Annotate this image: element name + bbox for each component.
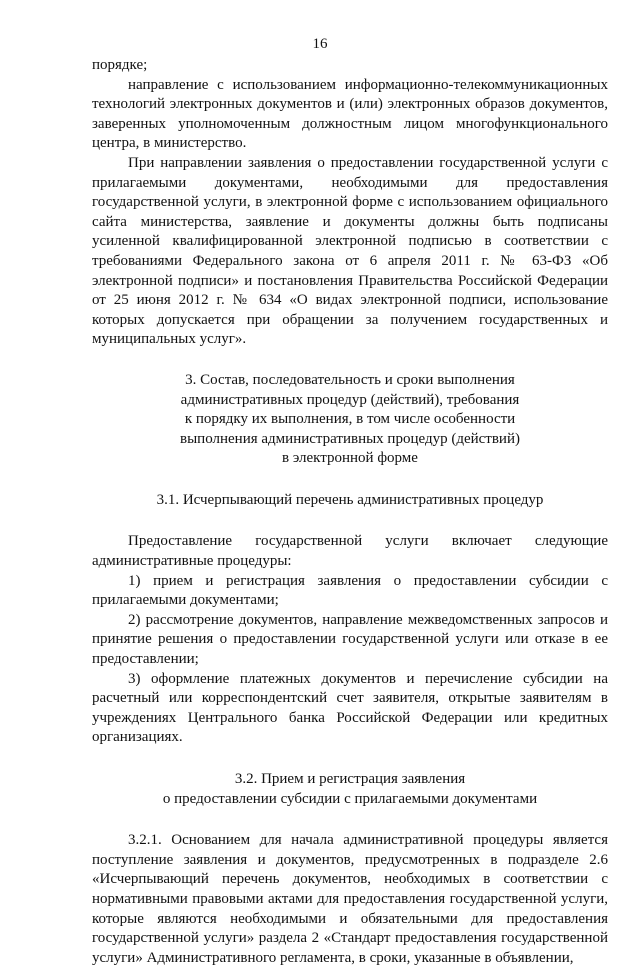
paragraph-continuation: порядке; xyxy=(92,57,148,73)
section-3-heading xyxy=(92,371,608,469)
section-3-heading-line: 3. Состав, последовательность и сроки выполнения xyxy=(185,371,515,388)
paragraph-electronic-signature: При направлении заявления о предоставлении государственной услуги с прилагаемыми документами, необходимыми для предоставления государственной услуги, в электронной форме с использованием официального сайта министерства, заявление и документы должны быть подписаны усиленной квалифицированной электронной подписью в соответствии с требованиями Федерального закона от 6 апреля 2011 г. № 63-ФЗ «Об электронной подписи» и постановления Правительства Российской Федерации от 25 июня 2012 г. № 634 «О видах электронной подписи, использование которых допускается при обращении за получением государственных и муниципальных услуг». xyxy=(92,154,608,348)
document-body xyxy=(92,56,608,968)
section-3-2-heading-line: 3.2. Прием и регистрация заявления xyxy=(234,771,466,787)
section-3-1-heading: 3.1. Исчерпывающий перечень административных процедур xyxy=(156,491,544,508)
section-3-1-intro: Предоставление государственной услуги включает следующие административные процедуры: xyxy=(92,533,608,570)
section-3-heading-line: в электронной форме xyxy=(282,450,418,467)
paragraph-3-2-1: 3.2.1. Основанием для начала административной процедуры является поступление заявления и документов, предусмотренных в подразделе 2.6 «Исчерпывающий перечень документов, необходимых в соответствии с нормативными правовыми актами для предоставления государственной услуги, которые являются необходимыми и обязательными для предоставления государственной услуги» раздела 2 «Стандарт предоставления государственной услуги» Административного регламента, в сроки, указанные в объявлении, xyxy=(92,832,608,966)
procedure-list-item: 2) рассмотрение документов, направление межведомственных запросов и принятие решения о предоставлении государственной услуги или отказе в ее предоставлении; xyxy=(92,611,608,668)
procedure-list-item: 3) оформление платежных документов и перечисление субсидии на расчетный или корреспондентский счет заявителя, открытые заявителям в учреждениях Центрального банка Российской Федерации или кредитных организациях. xyxy=(92,670,608,746)
section-3-2-heading-line: о предоставлении субсидии с прилагаемыми документами xyxy=(162,790,538,807)
procedure-list-item: 1) прием и регистрация заявления о предоставлении субсидии с прилагаемыми документами; xyxy=(92,572,608,609)
section-3-2-heading xyxy=(92,770,608,809)
section-3-heading-line: административных процедур (действий), требования xyxy=(180,391,520,408)
section-3-heading-line: выполнения административных процедур (действий) xyxy=(180,430,520,447)
page-number: 16 xyxy=(312,36,328,52)
paragraph-electronic-submission: направление с использованием информационно-телекоммуникационных технологий электронных документов и (или) электронных образов документов, заверенных уполномоченным должностным лицом многофункционального центра, в министерство. xyxy=(92,76,608,152)
section-3-heading-line: к порядку их выполнения, в том числе особенности xyxy=(184,411,516,428)
